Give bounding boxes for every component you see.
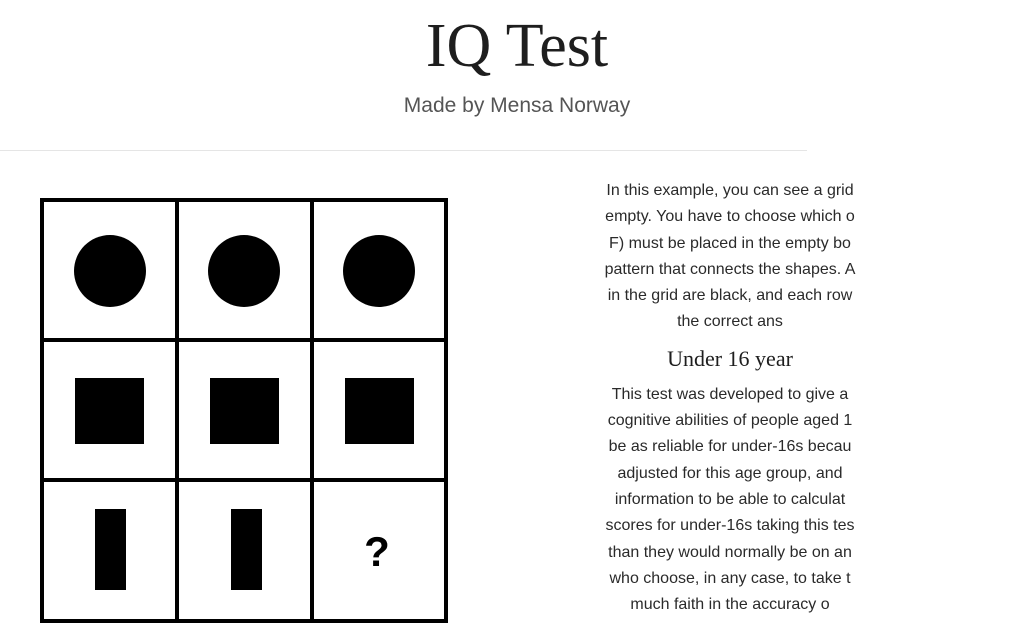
intro-line: F) must be placed in the empty bo — [609, 234, 851, 252]
circle-shape — [74, 235, 146, 307]
square-shape — [75, 378, 144, 444]
intro-line: empty. You have to choose which o — [605, 208, 855, 226]
under16-line: be as reliable for under-16s becau — [608, 438, 852, 456]
under16-line: information to be able to calculat — [614, 490, 846, 508]
under16-heading: Under 16 year — [667, 345, 793, 371]
puzzle-grid — [40, 198, 448, 623]
page-header — [0, 0, 807, 151]
bar-shape — [95, 509, 126, 590]
info-text — [520, 178, 940, 618]
bar-shape — [231, 509, 262, 590]
intro-paragraph — [520, 178, 940, 336]
under16-paragraph — [520, 382, 940, 619]
under16-line: This test was developed to give a — [611, 385, 849, 403]
under16-line: adjusted for this age group, and — [617, 464, 843, 482]
page-title: IQ Test — [425, 12, 609, 80]
under16-line: much faith in the accuracy o — [630, 596, 830, 614]
intro-line: pattern that connects the shapes. A — [604, 260, 856, 278]
circle-shape — [208, 235, 280, 307]
under16-line: who choose, in any case, to take t — [609, 569, 851, 587]
intro-line: In this example, you can see a grid — [606, 182, 854, 199]
intro-line: in the grid are black, and each row — [607, 287, 853, 305]
question-mark: ? — [364, 528, 390, 575]
intro-line: the correct ans — [677, 313, 783, 331]
square-shape — [345, 378, 414, 444]
under16-line: than they would normally be on an — [608, 543, 852, 561]
square-shape — [210, 378, 279, 444]
puzzle-grid-image — [40, 198, 448, 623]
under16-line: cognitive abilities of people aged 1 — [607, 412, 853, 430]
page-subtitle: Made by Mensa Norway — [403, 94, 631, 117]
circle-shape — [343, 235, 415, 307]
under16-line: scores for under-16s taking this tes — [605, 517, 855, 535]
